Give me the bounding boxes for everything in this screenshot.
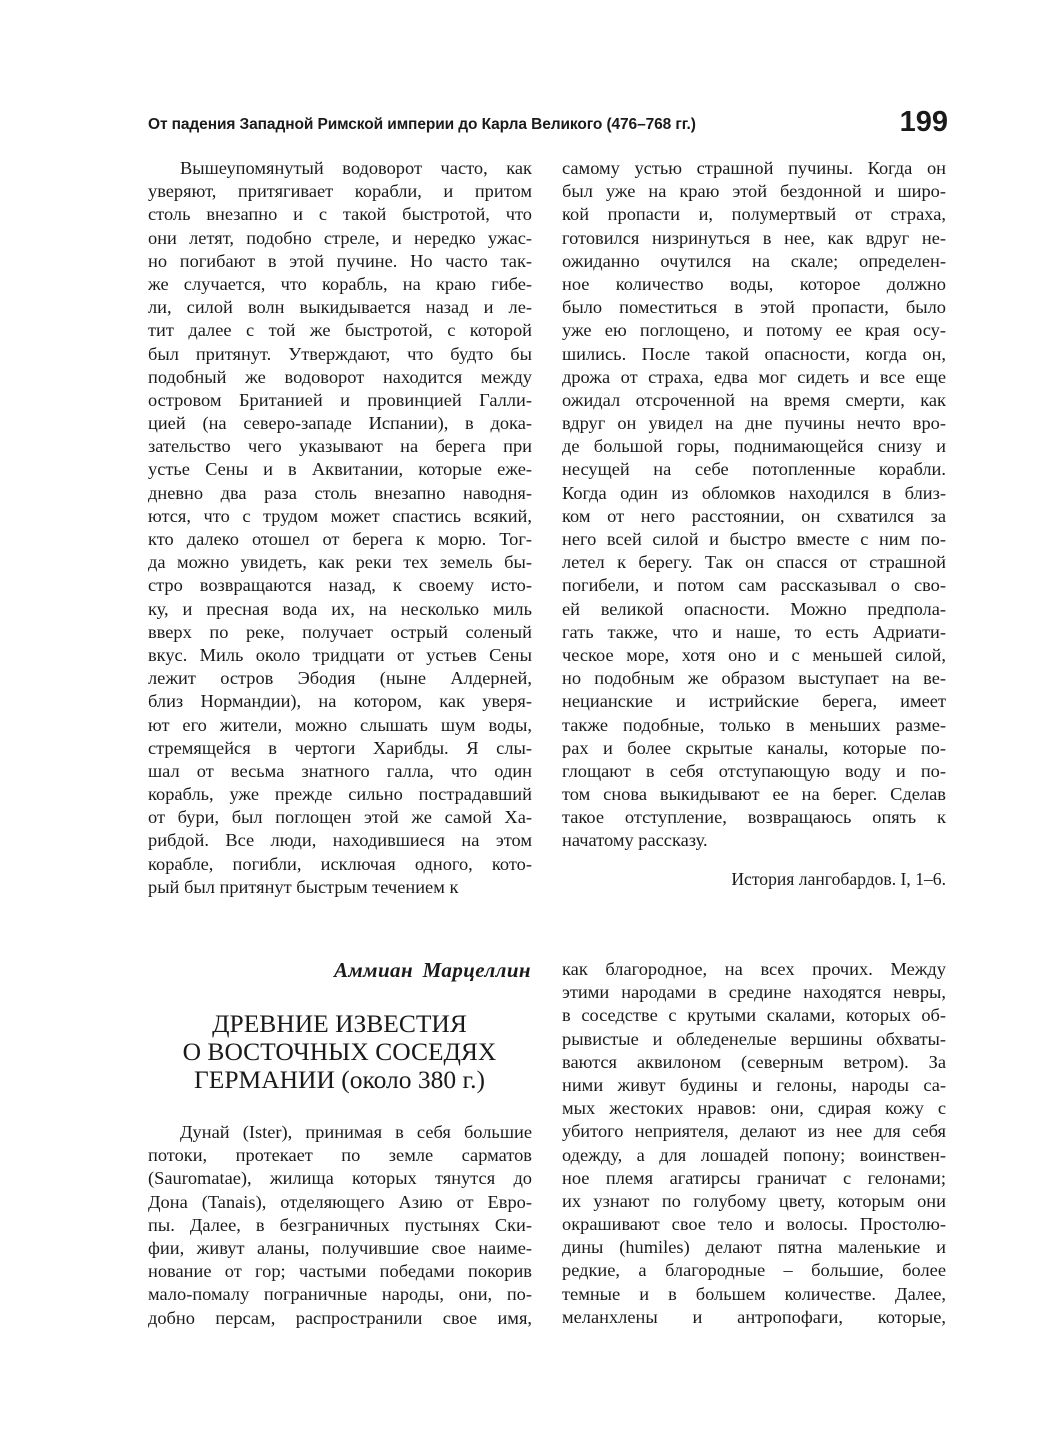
text-line: Дона (Tanais), отделяющего Азию от Евро- bbox=[148, 1191, 532, 1212]
section-title bbox=[148, 1010, 531, 1094]
text-line: как благородное, на всех прочих. Между bbox=[562, 959, 946, 979]
text-line: ей великой опасности. Можно предпола- bbox=[562, 598, 946, 619]
text-line: же случается, что корабль, на краю гибе- bbox=[148, 273, 532, 294]
text-line: от бури, был поглощен этой же самой Ха- bbox=[148, 807, 532, 828]
text-line: стро возвращаются назад, к своему исто- bbox=[148, 575, 532, 596]
text-line: одежду, а для лошадей попону; воинствен- bbox=[562, 1144, 946, 1165]
text-line: редкие, а благородные – большие, более bbox=[562, 1260, 946, 1281]
text-line: но погибают в этой пучине. Но часто так- bbox=[148, 250, 532, 271]
text-line: дрожа от страха, едва мог сидеть и все еще bbox=[562, 366, 946, 387]
text-line: самому устью страшной пучины. Когда он bbox=[562, 158, 946, 178]
text-line: несущей на себе потопленные корабли. bbox=[562, 459, 946, 480]
text-line: добно персам, распространили свое имя, bbox=[148, 1307, 532, 1328]
text-line: ком от него расстоянии, он схватился за bbox=[562, 505, 946, 526]
text-line: стремящейся в чертоги Харибды. Я слы- bbox=[148, 737, 532, 758]
section1-left-column bbox=[148, 157, 532, 899]
source-citation: История лангобардов. I, 1–6. bbox=[731, 869, 946, 889]
text-line: рибдой. Все люди, находившиеся на этом bbox=[148, 830, 532, 851]
text-line: уверяют, притягивает корабли, и притом bbox=[148, 181, 532, 202]
text-line: погибели, и потом сам рассказывал о сво- bbox=[562, 575, 946, 596]
text-line: мало-помалу пограничные народы, они, по- bbox=[148, 1284, 532, 1305]
text-line: близ Нормандии), на котором, как уверя- bbox=[148, 691, 532, 712]
text-line: тит далее с той же быстротой, с которой bbox=[148, 320, 532, 341]
text-line: убитого неприятеля, делают из нее для себя bbox=[562, 1121, 946, 1142]
text-line: также подобные, только в меньших разме- bbox=[562, 714, 946, 735]
running-header bbox=[148, 106, 948, 142]
text-line: рывистые и обледенелые вершины обхваты- bbox=[562, 1028, 946, 1049]
text-line: дины (humiles) делают пятна маленькие и bbox=[562, 1237, 946, 1258]
section-title-line: ГЕРМАНИИ (около 380 г.) bbox=[194, 1065, 485, 1094]
text-line: корабль, уже прежде сильно пострадавший bbox=[148, 784, 532, 805]
text-line: темные и в большем количестве. Далее, bbox=[562, 1283, 946, 1304]
text-line: начатому рассказу. bbox=[562, 830, 708, 851]
text-line: него всей силой и быстро вместе с ним по- bbox=[562, 529, 946, 549]
running-header-title: От падения Западной Римской империи до Карла Великого (476–768 гг.) bbox=[148, 116, 696, 133]
text-line: ли, силой волн выкидывается назад и ле- bbox=[148, 297, 532, 318]
text-line: готовился низринуться в нее, как вдруг не- bbox=[562, 227, 946, 248]
text-line: ческое море, хотя оно и с меньшей силой, bbox=[562, 644, 946, 665]
page-number: 199 bbox=[899, 106, 948, 138]
text-line: зательство чего указывают на берега при bbox=[148, 436, 532, 457]
text-line: Вышеупомянутый водоворот часто, как bbox=[180, 158, 532, 178]
text-line: ожиданно очутился на скале; определен- bbox=[562, 250, 946, 271]
text-line: фии, живут аланы, получившие свое наиме- bbox=[148, 1237, 532, 1258]
text-line: гать также, что и наше, то есть Адриати- bbox=[562, 621, 946, 642]
text-line: цией (на северо-западе Испании), в дока- bbox=[148, 413, 532, 434]
text-line: Когда один из обломков находился в близ- bbox=[562, 482, 946, 503]
text-line: ними живут будины и гелоны, народы са- bbox=[562, 1074, 946, 1095]
text-line: рый был притянут быстрым течением к bbox=[148, 876, 459, 897]
text-line: пы. Далее, в безграничных пустынях Ски- bbox=[148, 1214, 532, 1235]
text-line: был уже на краю этой бездонной и широ- bbox=[562, 181, 946, 202]
text-line: подобный же водоворот находится между bbox=[148, 366, 532, 387]
section2-right-column bbox=[562, 958, 946, 1329]
text-line: ку, и пресная вода их, на несколько миль bbox=[148, 598, 532, 619]
text-line: ваются аквилоном (северным ветром). За bbox=[562, 1051, 946, 1072]
text-line: Дунай (Ister), принимая в себя большие bbox=[180, 1122, 532, 1142]
text-line: окрашивают свое тело и волосы. Простолю- bbox=[562, 1214, 946, 1235]
text-line: рах и более скрытые каналы, которые по- bbox=[562, 737, 946, 758]
section-title-line: ДРЕВНИЕ ИЗВЕСТИЯ bbox=[212, 1009, 467, 1038]
text-line: уже ею поглощено, и потому ее края осу- bbox=[562, 320, 946, 341]
text-line: шились. После такой опасности, когда он, bbox=[562, 343, 946, 364]
text-line: столь внезапно и с такой быстротой, что bbox=[148, 204, 532, 225]
text-line: нование от гор; частыми победами покорив bbox=[148, 1261, 532, 1282]
text-line: вкус. Миль около тридцати от устьев Сены bbox=[148, 644, 532, 665]
text-line: дневно два раза столь внезапно наводня- bbox=[148, 482, 532, 503]
text-line: ное количество воды, которое должно bbox=[562, 273, 946, 294]
text-line: но подобным же образом выступает на ве- bbox=[562, 668, 946, 689]
text-line: устье Сены и в Аквитании, которые еже- bbox=[148, 459, 532, 480]
text-line: в соседстве с крутыми скалами, которых об- bbox=[562, 1005, 946, 1026]
text-line: потоки, протекает по земле сарматов bbox=[148, 1145, 532, 1166]
text-line: меланхлены и антропофаги, которые, bbox=[562, 1306, 946, 1327]
text-line: шал от весьма знатного галла, что один bbox=[148, 760, 532, 781]
text-line: вверх по реке, получает острый соленый bbox=[148, 621, 532, 642]
text-line: корабле, погибли, исключая одного, кото- bbox=[148, 853, 532, 874]
text-line: островом Британией и провинцией Галли- bbox=[148, 389, 532, 410]
section-title-line: О ВОСТОЧНЫХ СОСЕДЯХ bbox=[182, 1037, 497, 1066]
text-line: был притянут. Утверждают, что будто бы bbox=[148, 343, 532, 364]
text-line: ное племя агатирсы граничат с гелонами; bbox=[562, 1167, 946, 1188]
text-line: ют его жители, можно слышать шум воды, bbox=[148, 714, 532, 735]
text-line: лежит остров Эбодия (ныне Алдерней, bbox=[148, 668, 532, 689]
text-line: ожидал отсроченной на время смерти, как bbox=[562, 389, 946, 410]
text-line: де большой горы, поднимающейся снизу и bbox=[562, 436, 946, 457]
text-line: нецианские и истрийские берега, имеет bbox=[562, 691, 946, 712]
text-line: мых жестоких нравов: они, сдирая кожу с bbox=[562, 1098, 946, 1119]
text-line: да можно увидеть, как реки тех земель бы- bbox=[148, 552, 532, 573]
author-name: Аммиан Марцеллин bbox=[333, 958, 531, 982]
text-line: кой пропасти и, полумертвый от страха, bbox=[562, 204, 946, 225]
text-line: летел к берегу. Так он спасся от страшной bbox=[562, 552, 946, 573]
text-line: такое отступление, возвращаюсь опять к bbox=[562, 807, 946, 828]
section2-left-column bbox=[148, 1121, 532, 1330]
text-line: было поместиться в этой пропасти, было bbox=[562, 297, 946, 318]
section1-right-column bbox=[562, 157, 946, 853]
text-line: кто далеко отошел от берега к морю. Тог- bbox=[148, 529, 532, 549]
text-line: они летят, подобно стреле, и нередко ужас- bbox=[148, 227, 532, 248]
text-line: глощают в себя отступающую воду и по- bbox=[562, 760, 946, 781]
text-line: вдруг он увидел на дне пучины нечто вро- bbox=[562, 413, 946, 434]
text-line: (Sauromatae), жилища которых тянутся до bbox=[148, 1168, 532, 1189]
text-line: этими народами в средине находятся невры, bbox=[562, 982, 946, 1003]
text-line: том снова выкидывают ее на берег. Сделав bbox=[562, 784, 946, 805]
text-line: ются, что с трудом может спастись всякий, bbox=[148, 505, 532, 526]
text-line: их узнают по голубому цвету, которым они bbox=[562, 1190, 946, 1211]
